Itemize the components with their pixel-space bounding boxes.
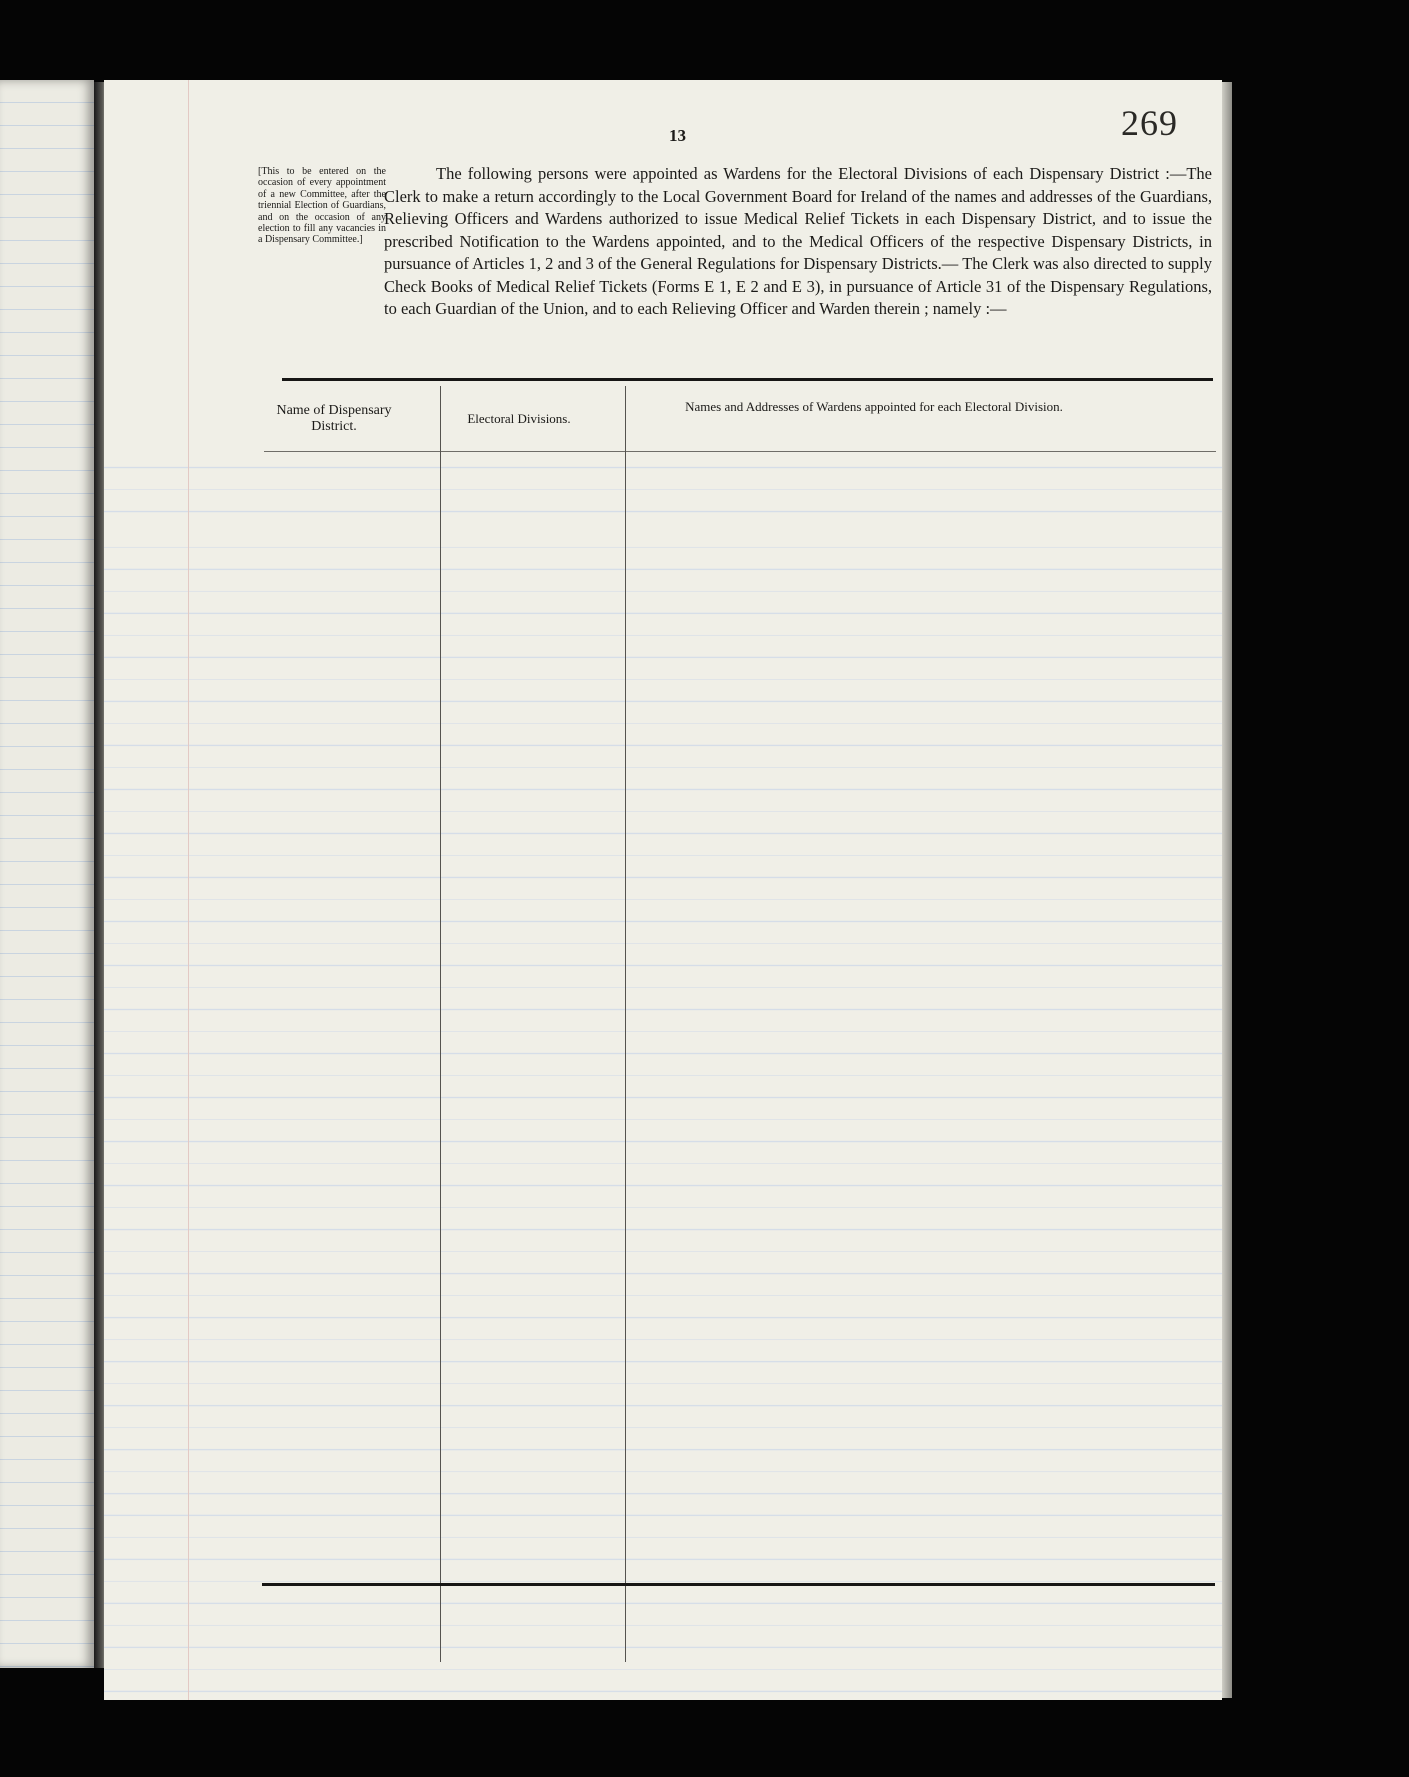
column-divider-1: [440, 386, 441, 1662]
folio-number: 269: [1121, 103, 1178, 143]
column-header-dispensary-district: Name of Dispensary District.: [276, 403, 392, 434]
facing-page: [0, 80, 94, 1668]
table-top-rule: [282, 378, 1213, 381]
table-bottom-rule: [262, 1583, 1215, 1586]
instruction-paragraph: The following persons were appointed as Wardens for the Electoral Divisions of each Dispensary District :—The Clerk to make a return accordingly to the Local Government Board for Ireland of the names and addresses of the Guardians, Relieving Officers and Wardens authorized to issue Medical Relief Tickets in each Dispensary District, and to issue the prescribed Notification to the Wardens appointed, and to the Medical Officers of the respective Dispensary Districts, in pursuance of Articles 1, 2 and 3 of the General Regulations for Dispensary Districts.— The Clerk was also directed to supply Check Books of Medical Relief Tickets (Forms E 1, E 2 and E 3), in pursuance of Article 31 of the Dispensary Regulations, to each Guardian of the Union, and to each Relieving Officer and Warden therein ; namely :—: [384, 164, 1212, 318]
margin-rule: [188, 80, 189, 1700]
page-number: 13: [669, 126, 686, 145]
side-note: [This to be entered on the occasion of every appointment of a new Committee, after the triennial Election of Guardians, and on the occasion of any election to fill any vacancies in a Dispensary Committee.]: [258, 166, 386, 246]
column-header-wardens: Names and Addresses of Wardens appointed for each Electoral Division.: [685, 399, 1063, 414]
column-header-electoral-divisions: Electoral Divisions.: [467, 411, 571, 426]
ledger-page: [104, 80, 1222, 1700]
header-bottom-rule: [264, 451, 1216, 452]
column-divider-2: [625, 386, 626, 1662]
page-edge: [1222, 82, 1232, 1698]
